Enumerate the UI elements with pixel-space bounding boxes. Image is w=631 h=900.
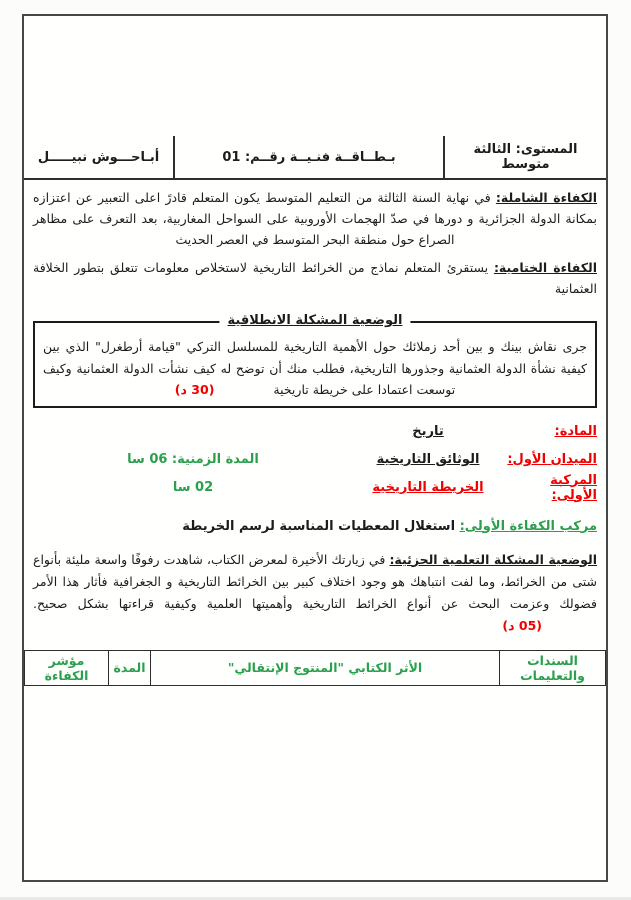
header-level-cell: المستوى: الثالثة متوسط bbox=[473, 142, 578, 172]
component-value: الخريطة التاريخية bbox=[372, 480, 484, 495]
component-label: المركبة الأولى: bbox=[550, 472, 597, 503]
column-competence-indicator: مؤشر الكفاءة bbox=[25, 650, 109, 685]
initial-problem-title: الوضعية المشكلة الانطلاقية bbox=[220, 313, 411, 328]
partial-problem-duration: (05 د) bbox=[502, 617, 542, 633]
page-border-frame bbox=[22, 14, 608, 882]
partial-problem-text: في زيارتك الأخيرة لمعرض الكتاب، شاهدت رفوفًا واسعة مليئة بأنواع شتى من الخرائط، وما لفت انتباهك هو وجود اختلاف كبير بين الخرائط التاريخية و الجغرافية فأثار هذا الأمر فضولك وعزمت البحث عن أنواع الخرائط التاريخية وأهميتها العلمية وكيفية قراءتها بشكل صحيح. bbox=[33, 551, 597, 611]
competence-component-line bbox=[33, 519, 597, 534]
meta-row-component bbox=[33, 474, 597, 502]
subject-value: تاريخ bbox=[412, 424, 444, 439]
top-blank-space bbox=[24, 16, 606, 136]
lesson-meta-block bbox=[33, 418, 597, 502]
competence-component-text: استغلال المعطيات المناسبة لرسم الخريطة bbox=[182, 518, 456, 534]
activities-table bbox=[24, 650, 606, 686]
initial-problem-box bbox=[33, 313, 597, 408]
initial-problem-duration: (30 د) bbox=[174, 382, 215, 397]
initial-problem-text: جرى نقاش بينك و بين أحد زملائك حول الأهمية التاريخية للمسلسل التركي "قيامة أرطغرل" الذي بين كيفية نشأة الدولة العثمانية وجذورها التاريخية، فطلب منك أن توضح له كيف نشأت الدولة العثمانية وكيف توسعت اعتمادا على خريطة تاريخية bbox=[43, 339, 587, 397]
global-competence-title: الكفاءة الشاملة: bbox=[495, 190, 597, 205]
column-supports-instructions: السندات والتعليمات bbox=[500, 650, 606, 685]
header-author-cell: أبـاحـــوش نبيـــــل bbox=[37, 149, 160, 165]
partial-problem-title: الوضعية المشكلة التعلمية الجزئية: bbox=[389, 551, 597, 567]
header-card-number-cell: بـطــاقــة فنـيــة رقــم: 01 bbox=[173, 136, 445, 178]
meta-row-field bbox=[33, 446, 597, 474]
field-label: الميدان الأول: bbox=[507, 452, 597, 467]
competence-component-title: مركب الكفاءة الأولى: bbox=[459, 518, 597, 534]
component-duration: 02 سا bbox=[172, 480, 214, 495]
column-written-output: الأثر الكتابي "المنتوج الإنتقالي" bbox=[151, 650, 500, 685]
field-duration: المدة الزمنية: 06 سا bbox=[127, 452, 259, 467]
activities-table-header-row bbox=[25, 650, 606, 685]
global-competence-paragraph bbox=[33, 187, 597, 250]
subject-label: المادة: bbox=[554, 424, 597, 439]
column-duration: المدة bbox=[109, 650, 151, 685]
header-table bbox=[24, 136, 606, 180]
final-competence-text: يستقرئ المتعلم نماذج من الخرائط التاريخية لاستخلاص معلومات تتعلق بتطور الخلافة العثمانية bbox=[33, 260, 597, 296]
initial-problem-text-block bbox=[43, 336, 587, 401]
global-competence-text: في نهاية السنة الثالثة من التعليم المتوسط يكون المتعلم قادرً اعلى التعبير عن اعتزازه بمكانة الدولة الجزائرية و دورها في صدّ الهجمات الأوروبية على السواحل المغاربية، بعد التعرف على مظاهر الصراع حول منطقة البحر المتوسط في العصر الحديث bbox=[33, 190, 597, 247]
final-competence-title: الكفاءة الختامية: bbox=[493, 260, 597, 275]
partial-problem-paragraph bbox=[33, 549, 597, 637]
meta-row-subject bbox=[33, 418, 597, 446]
final-competence-paragraph bbox=[33, 257, 597, 299]
field-value: الوثائق التاريخية bbox=[376, 452, 480, 467]
